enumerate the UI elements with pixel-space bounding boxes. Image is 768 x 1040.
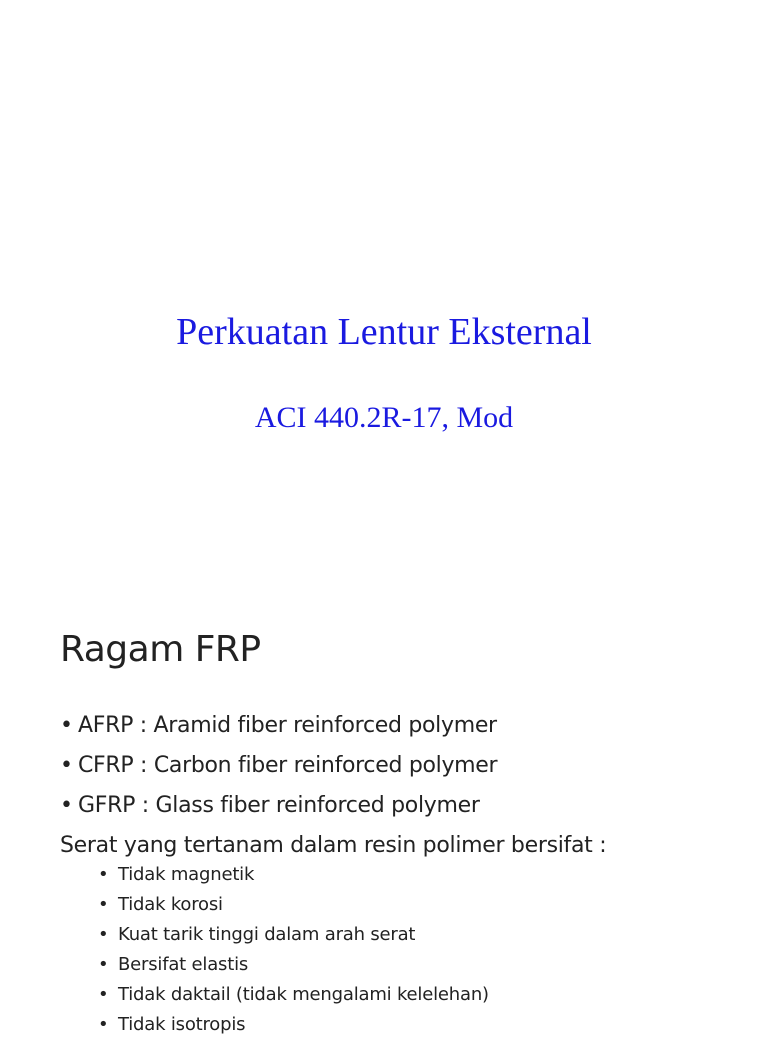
list-item-text: Tidak daktail (tidak mengalami kelelehan) (118, 984, 489, 1005)
bullet-icon: • (98, 954, 109, 975)
bullet-icon: • (60, 793, 73, 818)
bullet-icon: • (60, 713, 73, 738)
list-item-text: AFRP : Aramid fiber reinforced polymer (78, 713, 497, 738)
bullet-icon: • (98, 894, 109, 915)
list-item-text: Tidak korosi (118, 894, 223, 915)
list-item (98, 980, 489, 1010)
slide-title-subtitle: ACI 440.2R-17, Mod (254, 401, 514, 434)
slide-ragam-frp (0, 576, 768, 1035)
list-item-text: Tidak magnetik (118, 864, 255, 885)
list-item (60, 746, 497, 786)
frp-type-list (60, 706, 497, 826)
list-item-text: CFRP : Carbon fiber reinforced polymer (78, 753, 498, 778)
list-item-text: Kuat tarik tinggi dalam arah serat (118, 924, 416, 945)
slide-title-heading: Perkuatan Lentur Eksternal (176, 311, 592, 353)
properties-intro: Serat yang tertanam dalam resin polimer bersifat : (60, 833, 607, 858)
properties-list (98, 860, 489, 1040)
list-item-text: Bersifat elastis (118, 954, 249, 975)
list-item-text: Tidak isotropis (118, 1014, 246, 1035)
list-item (60, 706, 497, 746)
list-item (60, 786, 497, 826)
list-item (98, 950, 489, 980)
bullet-icon: • (98, 924, 109, 945)
bullet-icon: • (98, 1014, 109, 1035)
list-item (98, 860, 489, 890)
list-item (98, 890, 489, 920)
bullet-icon: • (60, 753, 73, 778)
list-item (98, 920, 489, 950)
slide-heading: Ragam FRP (60, 629, 261, 670)
bullet-icon: • (98, 864, 109, 885)
list-item (98, 1010, 489, 1040)
list-item-text: GFRP : Glass fiber reinforced polymer (78, 793, 480, 818)
bullet-icon: • (98, 984, 109, 1005)
